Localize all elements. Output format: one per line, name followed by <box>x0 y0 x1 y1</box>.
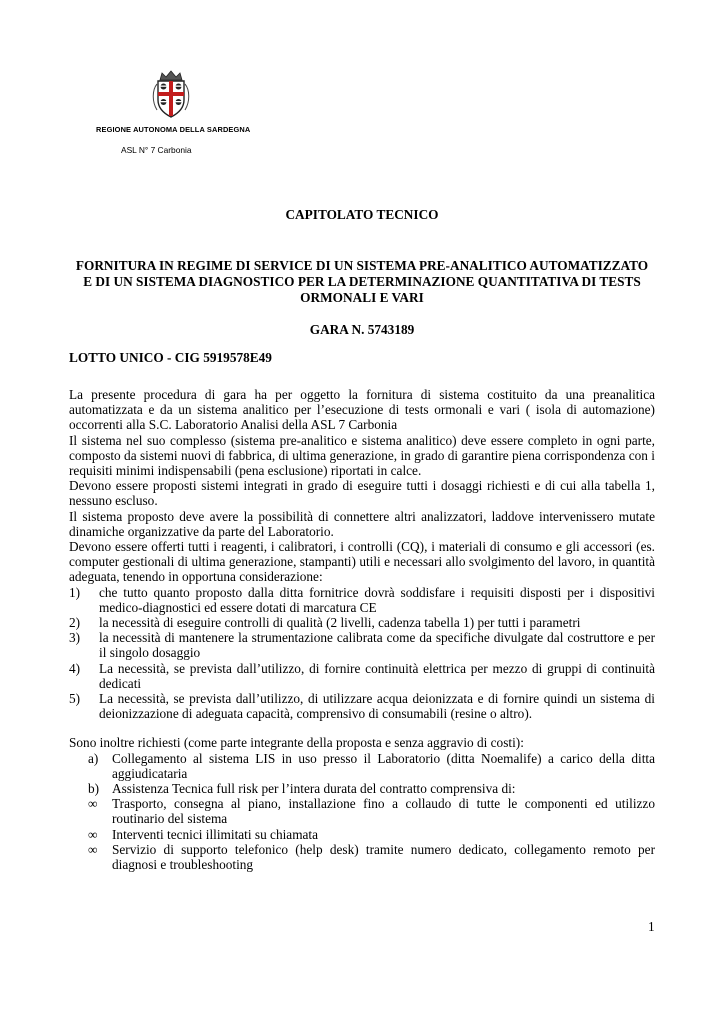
requirements-intro: Sono inoltre richiesti (come parte integrante della proposta e senza aggravio di costi): <box>69 735 524 751</box>
list-item: ∞ Servizio di supporto telefonico (help desk) tramite numero dedicato, collegamento remoto per diagnosi e troubleshooting <box>88 841 655 873</box>
organization-name: REGIONE AUTONOMA DELLA SARDEGNA <box>96 125 251 134</box>
header-logo <box>96 70 251 134</box>
document-title: CAPITOLATO TECNICO <box>285 207 439 222</box>
list-item: 1) che tutto quanto proposto dalla ditta fornitrice dovrà soddisfare i requisiti disposti per i dispositivi medico-diagnostici ed essere dotati di marcatura CE <box>69 584 655 615</box>
list-item: 3) la necessità di mantenere la strumentazione calibrata come da specifiche divulgate dal costruttore e per il singolo dosaggio <box>69 630 655 661</box>
asl-unit-label: ASL N° 7 Carbonia <box>121 145 192 155</box>
paragraph: Devono essere offerti tutti i reagenti, i calibratori, i controlli (CQ), i materiali di consumo e gli accessori (es. computer gestionali di ultima generazione, stampanti) utili e necessari allo svolgimento del lavoro, in quantità adeguata, tenendo in opportuna considerazione: <box>69 539 655 585</box>
sardinia-coat-of-arms-icon <box>150 70 192 118</box>
page-number: 1 <box>648 919 655 934</box>
list-item: b) Assistenza Tecnica full risk per l’intera durata del contratto comprensiva di: <box>88 781 516 797</box>
list-item: a) Collegamento al sistema LIS in uso presso il Laboratorio (ditta Noemalife) a carico della ditta aggiudicataria <box>88 750 655 781</box>
requirements-list <box>69 751 655 873</box>
list-item: ∞ Interventi tecnici illimitati su chiamata <box>88 826 319 842</box>
list-item: 5) La necessità, se prevista dall’utilizzo, di utilizzare acqua deionizzata e di fornire quindi un sistema di deionizzazione di adeguata capacità, comprensivo di consumabili (resine o altro). <box>69 691 655 722</box>
lot-code: LOTTO UNICO - CIG 5919578E49 <box>69 350 272 365</box>
paragraph: Devono essere proposti sistemi integrati in grado di eseguire tutti i dosaggi richiesti e di cui alla tabella 1, nessuno escluso. <box>69 478 655 509</box>
document-body <box>69 387 655 872</box>
document-subject: FORNITURA IN REGIME DI SERVICE DI UN SISTEMA PRE-ANALITICO AUTOMATIZZATO E DI UN SISTEMA DIAGNOSTICO PER LA DETERMINAZIONE QUANTITATIVA DI TESTS ORMONALI E VARI <box>75 258 649 305</box>
paragraph: Il sistema proposto deve avere la possibilità di connettere altri analizzatori, laddove intervenissero mutate dinamiche organizzative da parte del Laboratorio. <box>69 508 655 539</box>
list-item: ∞ Trasporto, consegna al piano, installazione fino a collaudo di tutte le componenti ed utilizzo routinario del sistema <box>88 796 655 827</box>
tender-number: GARA N. 5743189 <box>309 322 415 337</box>
list-item: 4) La necessità, se prevista dall’utilizzo, di fornire continuità elettrica per mezzo di gruppi di continuità dedicati <box>69 660 655 691</box>
paragraph: Il sistema nel suo complesso (sistema pre-analitico e sistema analitico) deve essere completo in ogni parte, composto da sistemi nuovi di fabbrica, di ultima generazione, in grado di garantire piena corrispondenza con i requisiti minimi indispensabili (pena esclusione) riportati in calce. <box>69 432 655 479</box>
list-item: 2) la necessità di eseguire controlli di qualità (2 livelli, cadenza tabella 1) per tutti i parametri <box>69 615 581 631</box>
paragraph: La presente procedura di gara ha per oggetto la fornitura di sistema costituito da una preanalitica automatizzata e da un sistema analitico per l’esecuzione di tests ormonali e vari ( isola di automazione) occorrenti alla S.C. Laboratorio Analisi della ASL 7 Carbonia <box>69 387 655 433</box>
considerations-list <box>69 585 655 722</box>
